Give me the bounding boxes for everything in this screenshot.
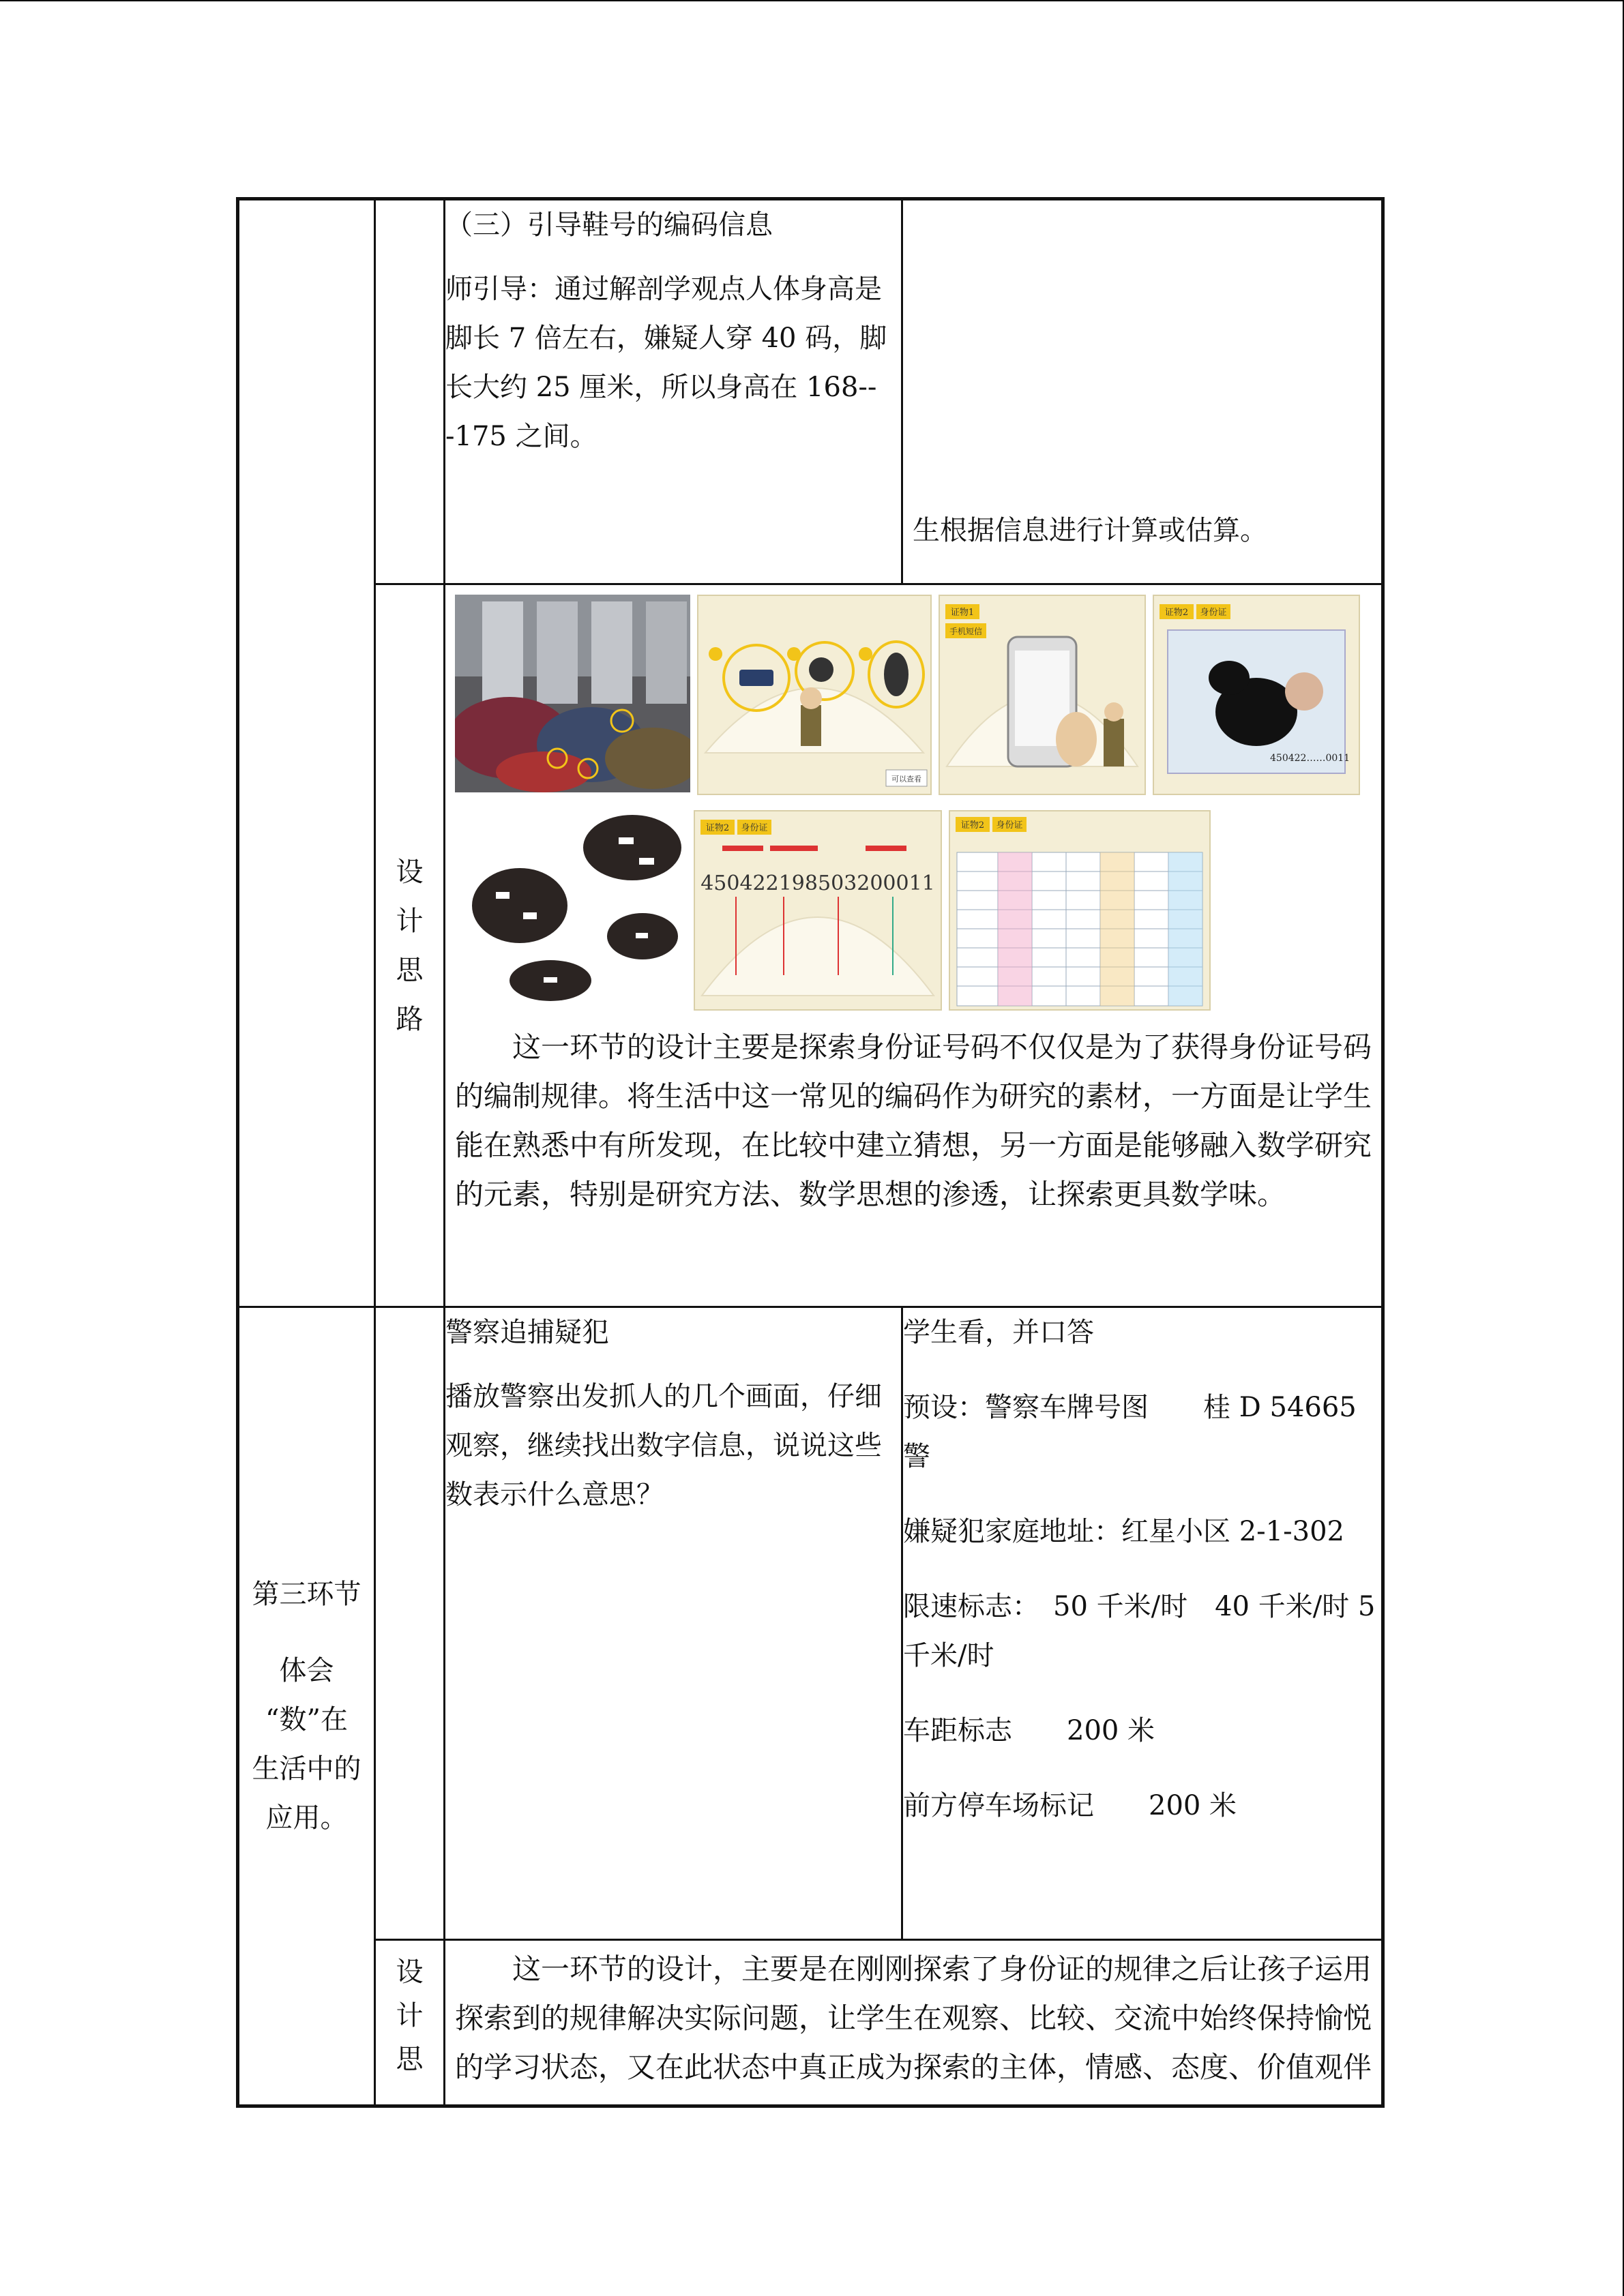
- design-label-char: 思: [396, 2044, 424, 2075]
- row-design-rationale-2: [238, 1940, 1383, 2106]
- teacher-instruction-text: 播放警察出发抓人的几个画面，仔细观察，继续找出数字信息，说说这些数表示什么意思？: [445, 1381, 882, 1510]
- design-label-cell: [375, 584, 445, 1307]
- student-response-line: 前方停车场标记 200 米: [903, 1790, 1237, 1821]
- section-cell-empty: [238, 199, 375, 1307]
- image-row-top: [445, 585, 1381, 795]
- section-label-line: 体会: [279, 1655, 334, 1686]
- phone-tag: 手机短信: [949, 627, 983, 636]
- student-response-line: 车距标志 200 米: [903, 1715, 1155, 1746]
- row-shoe-size: [238, 199, 1383, 584]
- clue-fan-slide: [697, 595, 932, 795]
- crime-scene-photo: [455, 595, 690, 792]
- row-police-chase: [238, 1307, 1383, 1940]
- row-design-rationale-1: [238, 584, 1383, 1307]
- design-content-cell: [445, 584, 1383, 1307]
- label-cell-empty: [375, 1307, 445, 1940]
- evidence-tag: 证物2: [1164, 608, 1189, 618]
- id-number-digits: 450422198503200011: [700, 871, 935, 895]
- id-tag: 身份证: [996, 820, 1023, 831]
- section-heading: （三）引导鞋号的编码信息: [445, 209, 773, 241]
- id-card-number: 450422……0011: [1270, 753, 1350, 764]
- section-label-line: 生活中的: [252, 1753, 361, 1785]
- lesson-plan-table: [236, 197, 1385, 2108]
- design-rationale-paragraph: 这一环节的设计，主要是在刚刚探索了身份证的规律之后让孩子运用探索到的规律解决实际问题，让学生在观察、比较、交流中始终保持愉悦的学习状态，又在此状态中真正成为探索的主体，情感、态度、价值观伴: [455, 1952, 1372, 2084]
- page-top-border: [0, 0, 1624, 1]
- student-response-line: 限速标志： 50 千米/时 40 千米/时 5 千米/时: [903, 1591, 1376, 1671]
- student-calc-text: 生根据信息进行计算或估算。: [913, 515, 1267, 546]
- id-card-slide: [1153, 595, 1360, 795]
- design-label-char: 设: [396, 1956, 424, 1988]
- section-label-line: “数”在: [265, 1704, 348, 1735]
- id-tag: 身份证: [1200, 608, 1227, 618]
- teacher-activity-cell: [445, 1307, 902, 1940]
- id-number-slide: [694, 810, 942, 1011]
- evidence-tag: 证物1: [950, 608, 975, 618]
- section-label-line: 第三环节: [252, 1579, 361, 1610]
- student-response-line: 预设：警察车牌号图 桂 D 54665 警: [903, 1392, 1357, 1472]
- id-tag: 身份证: [741, 823, 768, 833]
- id-table-slide: [949, 810, 1211, 1011]
- design-label-cell: [375, 1940, 445, 2106]
- section-label-spacer: [239, 1619, 374, 1646]
- design-label-char: 路: [396, 1003, 424, 1035]
- design-content-cell: [445, 1940, 1383, 2106]
- phone-evidence-slide: [939, 595, 1146, 795]
- section-label-line: 应用。: [265, 1802, 348, 1834]
- student-response-line: 学生看，并口答: [903, 1317, 1094, 1348]
- teacher-activity-cell: [445, 199, 902, 584]
- evidence-tag: 证物2: [705, 823, 730, 833]
- evidence-tag: 证物2: [960, 820, 985, 831]
- design-label-char: 计: [396, 2000, 424, 2031]
- label-cell-empty: [375, 199, 445, 584]
- design-rationale-paragraph: 这一环节的设计主要是探索身份证号码不仅仅是为了获得身份证号码的编制规律。将生活中这一常见的编码作为研究的素材，一方面是让学生能在熟悉中有所发现，在比较中建立猜想，另一方面是能够融入数学研究的元素，特别是研究方法、数学思想的渗透，让探索更具数学味。: [455, 1030, 1372, 1211]
- design-label-char: 设: [396, 856, 424, 888]
- student-activity-cell: [902, 1307, 1383, 1940]
- activity-heading: 警察追捕疑犯: [445, 1317, 609, 1348]
- student-response-line: 嫌疑犯家庭地址：红星小区 2-1-302: [903, 1516, 1344, 1547]
- design-label-char: 思: [396, 954, 424, 986]
- section-three-label-cell: [238, 1307, 375, 2106]
- slide-button-text: 可以查看: [891, 775, 921, 784]
- shoe-prints-image: [455, 810, 687, 1008]
- student-activity-cell: [902, 199, 1383, 584]
- design-label-char: 计: [396, 905, 424, 937]
- teacher-guidance-text: 师引导：通过解剖学观点人体身高是脚长 7 倍左右，嫌疑人穿 40 码，脚长大约 25 厘米，所以身高在 168---175 之间。: [445, 273, 887, 452]
- image-row-bottom: [445, 795, 1381, 1011]
